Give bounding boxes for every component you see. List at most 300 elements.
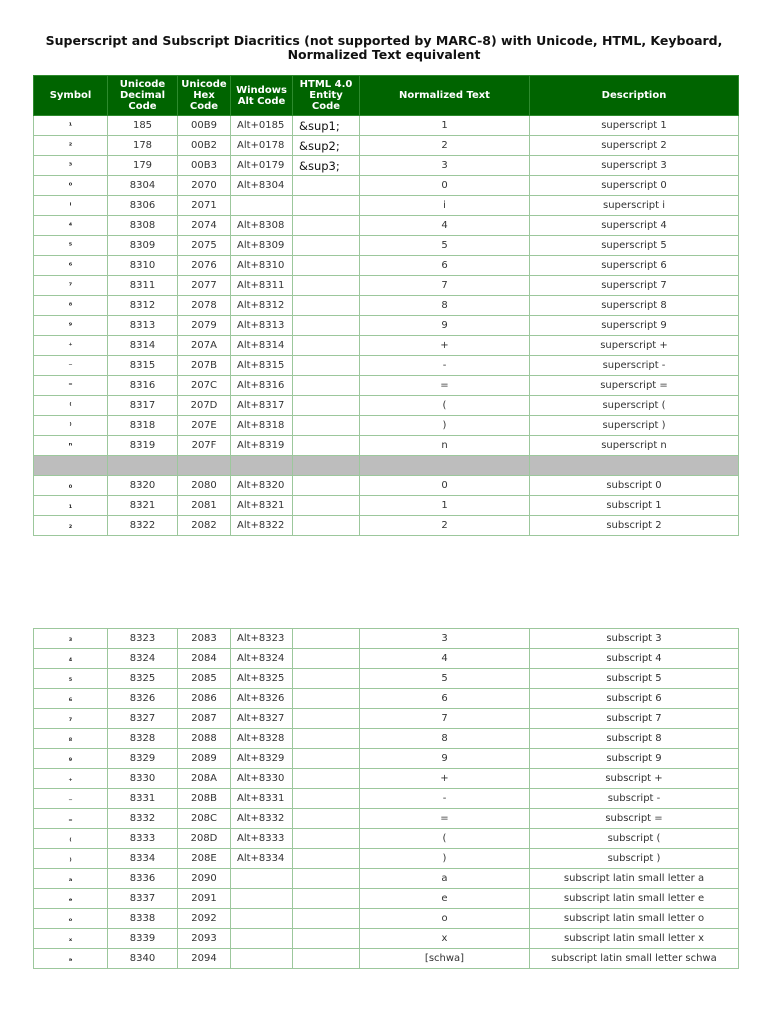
table-row bbox=[34, 416, 739, 436]
decimal-cell: 8304 bbox=[108, 176, 178, 196]
decimal-cell: 8338 bbox=[108, 909, 178, 929]
alt-code-cell: Alt+8313 bbox=[231, 316, 293, 336]
alt-code-cell: Alt+8324 bbox=[231, 649, 293, 669]
entity-cell bbox=[293, 669, 360, 689]
entity-cell bbox=[293, 709, 360, 729]
alt-code-cell: Alt+8318 bbox=[231, 416, 293, 436]
entity-cell bbox=[293, 496, 360, 516]
symbol-cell: ⁼ bbox=[34, 376, 108, 396]
normalized-cell: 5 bbox=[360, 669, 530, 689]
description-cell: superscript i bbox=[530, 196, 739, 216]
spacer-row bbox=[34, 456, 739, 476]
decimal-cell: 8311 bbox=[108, 276, 178, 296]
hex-cell: 208A bbox=[178, 769, 231, 789]
decimal-cell: 8316 bbox=[108, 376, 178, 396]
table-row bbox=[34, 116, 739, 136]
description-cell: subscript + bbox=[530, 769, 739, 789]
alt-code-cell: Alt+0178 bbox=[231, 136, 293, 156]
header-alt: Windows Alt Code bbox=[231, 76, 293, 116]
normalized-cell: 5 bbox=[360, 236, 530, 256]
description-cell: subscript latin small letter o bbox=[530, 909, 739, 929]
entity-cell bbox=[293, 216, 360, 236]
decimal-cell: 8313 bbox=[108, 316, 178, 336]
table-row bbox=[34, 809, 739, 829]
symbol-cell: ₀ bbox=[34, 476, 108, 496]
unicode-table-bottom bbox=[33, 628, 739, 969]
normalized-cell: 0 bbox=[360, 476, 530, 496]
decimal-cell: 8340 bbox=[108, 949, 178, 969]
entity-cell bbox=[293, 336, 360, 356]
decimal-cell: 8337 bbox=[108, 889, 178, 909]
symbol-cell: ³ bbox=[34, 156, 108, 176]
decimal-cell: 8315 bbox=[108, 356, 178, 376]
decimal-cell: 8308 bbox=[108, 216, 178, 236]
hex-cell: 2071 bbox=[178, 196, 231, 216]
alt-code-cell: Alt+8319 bbox=[231, 436, 293, 456]
description-cell: superscript ( bbox=[530, 396, 739, 416]
entity-cell bbox=[293, 236, 360, 256]
description-cell: superscript 1 bbox=[530, 116, 739, 136]
entity-cell bbox=[293, 769, 360, 789]
alt-code-cell: Alt+8329 bbox=[231, 749, 293, 769]
alt-code-cell: Alt+0179 bbox=[231, 156, 293, 176]
symbol-cell: ₎ bbox=[34, 849, 108, 869]
alt-code-cell: Alt+8321 bbox=[231, 496, 293, 516]
decimal-cell: 8324 bbox=[108, 649, 178, 669]
entity-cell bbox=[293, 196, 360, 216]
hex-cell: 2089 bbox=[178, 749, 231, 769]
normalized-cell: 2 bbox=[360, 516, 530, 536]
description-cell: subscript latin small letter e bbox=[530, 889, 739, 909]
description-cell: superscript + bbox=[530, 336, 739, 356]
hex-cell: 00B3 bbox=[178, 156, 231, 176]
hex-cell: 208B bbox=[178, 789, 231, 809]
table-row bbox=[34, 729, 739, 749]
decimal-cell: 8319 bbox=[108, 436, 178, 456]
normalized-cell: 9 bbox=[360, 316, 530, 336]
symbol-cell: ¹ bbox=[34, 116, 108, 136]
table-row bbox=[34, 196, 739, 216]
hex-cell: 00B2 bbox=[178, 136, 231, 156]
hex-cell: 2079 bbox=[178, 316, 231, 336]
entity-cell bbox=[293, 949, 360, 969]
table-row bbox=[34, 869, 739, 889]
normalized-cell: 7 bbox=[360, 276, 530, 296]
normalized-cell: 1 bbox=[360, 116, 530, 136]
alt-code-cell: Alt+8316 bbox=[231, 376, 293, 396]
normalized-cell: 7 bbox=[360, 709, 530, 729]
alt-code-cell bbox=[231, 196, 293, 216]
hex-cell: 2084 bbox=[178, 649, 231, 669]
normalized-cell: o bbox=[360, 909, 530, 929]
normalized-cell: ) bbox=[360, 416, 530, 436]
alt-code-cell: Alt+8310 bbox=[231, 256, 293, 276]
table-row bbox=[34, 889, 739, 909]
unicode-table-top bbox=[33, 75, 739, 536]
decimal-cell: 8323 bbox=[108, 629, 178, 649]
spacer-cell bbox=[293, 456, 360, 476]
symbol-cell: ₆ bbox=[34, 689, 108, 709]
decimal-cell: 8330 bbox=[108, 769, 178, 789]
symbol-cell: ⁸ bbox=[34, 296, 108, 316]
decimal-cell: 185 bbox=[108, 116, 178, 136]
entity-cell bbox=[293, 256, 360, 276]
description-cell: subscript 4 bbox=[530, 649, 739, 669]
symbol-cell: ₌ bbox=[34, 809, 108, 829]
hex-cell: 2075 bbox=[178, 236, 231, 256]
description-cell: subscript 0 bbox=[530, 476, 739, 496]
entity-cell bbox=[293, 749, 360, 769]
alt-code-cell bbox=[231, 889, 293, 909]
description-cell: subscript 1 bbox=[530, 496, 739, 516]
symbol-cell: ⁵ bbox=[34, 236, 108, 256]
table-row bbox=[34, 336, 739, 356]
symbol-cell: ⁴ bbox=[34, 216, 108, 236]
table-row bbox=[34, 356, 739, 376]
entity-cell bbox=[293, 276, 360, 296]
hex-cell: 2094 bbox=[178, 949, 231, 969]
alt-code-cell bbox=[231, 949, 293, 969]
symbol-cell: ₋ bbox=[34, 789, 108, 809]
hex-cell: 207B bbox=[178, 356, 231, 376]
table-row bbox=[34, 496, 739, 516]
symbol-cell: ⁷ bbox=[34, 276, 108, 296]
decimal-cell: 178 bbox=[108, 136, 178, 156]
alt-code-cell: Alt+8330 bbox=[231, 769, 293, 789]
entity-cell bbox=[293, 176, 360, 196]
description-cell: subscript 3 bbox=[530, 629, 739, 649]
hex-cell: 2070 bbox=[178, 176, 231, 196]
decimal-cell: 8320 bbox=[108, 476, 178, 496]
entity-cell bbox=[293, 649, 360, 669]
table-row bbox=[34, 136, 739, 156]
alt-code-cell: Alt+8304 bbox=[231, 176, 293, 196]
decimal-cell: 8334 bbox=[108, 849, 178, 869]
hex-cell: 2074 bbox=[178, 216, 231, 236]
symbol-cell: ₃ bbox=[34, 629, 108, 649]
entity-cell bbox=[293, 909, 360, 929]
alt-code-cell: Alt+8311 bbox=[231, 276, 293, 296]
alt-code-cell: Alt+8325 bbox=[231, 669, 293, 689]
table-row bbox=[34, 669, 739, 689]
decimal-cell: 8331 bbox=[108, 789, 178, 809]
spacer-cell bbox=[178, 456, 231, 476]
page-title: Superscript and Subscript Diacritics (not supported by MARC-8) with Unicode, HTML, Keyboard, Normalized Text equivalent bbox=[45, 33, 723, 62]
alt-code-cell: Alt+8322 bbox=[231, 516, 293, 536]
decimal-cell: 8333 bbox=[108, 829, 178, 849]
decimal-cell: 8322 bbox=[108, 516, 178, 536]
description-cell: subscript 8 bbox=[530, 729, 739, 749]
description-cell: superscript 7 bbox=[530, 276, 739, 296]
description-cell: subscript = bbox=[530, 809, 739, 829]
description-cell: superscript - bbox=[530, 356, 739, 376]
entity-cell: &sup3; bbox=[293, 156, 360, 176]
symbol-cell: ⁻ bbox=[34, 356, 108, 376]
symbol-cell: ₈ bbox=[34, 729, 108, 749]
table-row bbox=[34, 316, 739, 336]
normalized-cell: 1 bbox=[360, 496, 530, 516]
spacer-cell bbox=[108, 456, 178, 476]
entity-cell bbox=[293, 789, 360, 809]
decimal-cell: 8336 bbox=[108, 869, 178, 889]
alt-code-cell: Alt+8326 bbox=[231, 689, 293, 709]
symbol-cell: ₁ bbox=[34, 496, 108, 516]
hex-cell: 2093 bbox=[178, 929, 231, 949]
description-cell: subscript latin small letter a bbox=[530, 869, 739, 889]
table-row bbox=[34, 156, 739, 176]
header-description: Description bbox=[530, 76, 739, 116]
description-cell: subscript latin small letter schwa bbox=[530, 949, 739, 969]
normalized-cell: - bbox=[360, 356, 530, 376]
hex-cell: 2077 bbox=[178, 276, 231, 296]
spacer-cell bbox=[530, 456, 739, 476]
symbol-cell: ² bbox=[34, 136, 108, 156]
hex-cell: 2083 bbox=[178, 629, 231, 649]
description-cell: subscript - bbox=[530, 789, 739, 809]
symbol-cell: ⁶ bbox=[34, 256, 108, 276]
normalized-cell: 4 bbox=[360, 216, 530, 236]
table-row bbox=[34, 849, 739, 869]
symbol-cell: ⁱ bbox=[34, 196, 108, 216]
alt-code-cell: Alt+8332 bbox=[231, 809, 293, 829]
decimal-cell: 8306 bbox=[108, 196, 178, 216]
normalized-cell: 9 bbox=[360, 749, 530, 769]
entity-cell bbox=[293, 929, 360, 949]
hex-cell: 207A bbox=[178, 336, 231, 356]
symbol-cell: ⁹ bbox=[34, 316, 108, 336]
symbol-cell: ₉ bbox=[34, 749, 108, 769]
alt-code-cell: Alt+8309 bbox=[231, 236, 293, 256]
description-cell: superscript 4 bbox=[530, 216, 739, 236]
decimal-cell: 8317 bbox=[108, 396, 178, 416]
symbol-cell: ⁰ bbox=[34, 176, 108, 196]
hex-cell: 208C bbox=[178, 809, 231, 829]
hex-cell: 207F bbox=[178, 436, 231, 456]
normalized-cell: [schwa] bbox=[360, 949, 530, 969]
decimal-cell: 8329 bbox=[108, 749, 178, 769]
entity-cell bbox=[293, 829, 360, 849]
description-cell: superscript 9 bbox=[530, 316, 739, 336]
symbol-cell: ₅ bbox=[34, 669, 108, 689]
entity-cell bbox=[293, 416, 360, 436]
table-row bbox=[34, 296, 739, 316]
table-row bbox=[34, 689, 739, 709]
entity-cell bbox=[293, 629, 360, 649]
hex-cell: 207C bbox=[178, 376, 231, 396]
decimal-cell: 8321 bbox=[108, 496, 178, 516]
normalized-cell: 3 bbox=[360, 156, 530, 176]
normalized-cell: e bbox=[360, 889, 530, 909]
hex-cell: 207D bbox=[178, 396, 231, 416]
symbol-cell: ₊ bbox=[34, 769, 108, 789]
hex-cell: 2078 bbox=[178, 296, 231, 316]
entity-cell bbox=[293, 689, 360, 709]
decimal-cell: 8310 bbox=[108, 256, 178, 276]
entity-cell bbox=[293, 316, 360, 336]
decimal-cell: 8332 bbox=[108, 809, 178, 829]
normalized-cell: - bbox=[360, 789, 530, 809]
alt-code-cell: Alt+0185 bbox=[231, 116, 293, 136]
alt-code-cell bbox=[231, 929, 293, 949]
decimal-cell: 8318 bbox=[108, 416, 178, 436]
description-cell: superscript 6 bbox=[530, 256, 739, 276]
description-cell: superscript 0 bbox=[530, 176, 739, 196]
decimal-cell: 8339 bbox=[108, 929, 178, 949]
symbol-cell: ₐ bbox=[34, 869, 108, 889]
description-cell: superscript 8 bbox=[530, 296, 739, 316]
table-row bbox=[34, 276, 739, 296]
description-cell: superscript ) bbox=[530, 416, 739, 436]
symbol-cell: ₂ bbox=[34, 516, 108, 536]
alt-code-cell: Alt+8317 bbox=[231, 396, 293, 416]
table-row bbox=[34, 749, 739, 769]
normalized-cell: + bbox=[360, 769, 530, 789]
table-row bbox=[34, 929, 739, 949]
table-row bbox=[34, 216, 739, 236]
normalized-cell: 0 bbox=[360, 176, 530, 196]
alt-code-cell bbox=[231, 869, 293, 889]
normalized-cell: 4 bbox=[360, 649, 530, 669]
table-row bbox=[34, 236, 739, 256]
entity-cell: &sup1; bbox=[293, 116, 360, 136]
entity-cell bbox=[293, 869, 360, 889]
header-symbol: Symbol bbox=[34, 76, 108, 116]
hex-cell: 2082 bbox=[178, 516, 231, 536]
symbol-cell: ₔ bbox=[34, 949, 108, 969]
header-hex: Unicode Hex Code bbox=[178, 76, 231, 116]
entity-cell bbox=[293, 516, 360, 536]
normalized-cell: + bbox=[360, 336, 530, 356]
description-cell: superscript = bbox=[530, 376, 739, 396]
alt-code-cell: Alt+8312 bbox=[231, 296, 293, 316]
normalized-cell: = bbox=[360, 809, 530, 829]
alt-code-cell: Alt+8333 bbox=[231, 829, 293, 849]
spacer-cell bbox=[34, 456, 108, 476]
normalized-cell: 8 bbox=[360, 296, 530, 316]
table-row bbox=[34, 256, 739, 276]
hex-cell: 2091 bbox=[178, 889, 231, 909]
decimal-cell: 8312 bbox=[108, 296, 178, 316]
alt-code-cell: Alt+8308 bbox=[231, 216, 293, 236]
entity-cell bbox=[293, 376, 360, 396]
decimal-cell: 8326 bbox=[108, 689, 178, 709]
hex-cell: 2087 bbox=[178, 709, 231, 729]
entity-cell bbox=[293, 296, 360, 316]
table-row bbox=[34, 476, 739, 496]
table-row bbox=[34, 629, 739, 649]
decimal-cell: 8309 bbox=[108, 236, 178, 256]
normalized-cell: ) bbox=[360, 849, 530, 869]
normalized-cell: 6 bbox=[360, 256, 530, 276]
alt-code-cell: Alt+8327 bbox=[231, 709, 293, 729]
description-cell: subscript 2 bbox=[530, 516, 739, 536]
normalized-cell: 8 bbox=[360, 729, 530, 749]
symbol-cell: ₍ bbox=[34, 829, 108, 849]
entity-cell bbox=[293, 849, 360, 869]
normalized-cell: i bbox=[360, 196, 530, 216]
alt-code-cell: Alt+8331 bbox=[231, 789, 293, 809]
description-cell: subscript ( bbox=[530, 829, 739, 849]
symbol-cell: ⁿ bbox=[34, 436, 108, 456]
entity-cell bbox=[293, 356, 360, 376]
hex-cell: 2086 bbox=[178, 689, 231, 709]
symbol-cell: ⁾ bbox=[34, 416, 108, 436]
entity-cell: &sup2; bbox=[293, 136, 360, 156]
hex-cell: 208D bbox=[178, 829, 231, 849]
hex-cell: 2090 bbox=[178, 869, 231, 889]
hex-cell: 2088 bbox=[178, 729, 231, 749]
table-row bbox=[34, 909, 739, 929]
hex-cell: 2080 bbox=[178, 476, 231, 496]
description-cell: subscript 6 bbox=[530, 689, 739, 709]
alt-code-cell bbox=[231, 909, 293, 929]
normalized-cell: 2 bbox=[360, 136, 530, 156]
decimal-cell: 8328 bbox=[108, 729, 178, 749]
decimal-cell: 8314 bbox=[108, 336, 178, 356]
spacer-cell bbox=[231, 456, 293, 476]
description-cell: superscript 2 bbox=[530, 136, 739, 156]
table-row bbox=[34, 949, 739, 969]
normalized-cell: a bbox=[360, 869, 530, 889]
description-cell: superscript n bbox=[530, 436, 739, 456]
normalized-cell: ( bbox=[360, 396, 530, 416]
normalized-cell: ( bbox=[360, 829, 530, 849]
header-entity: HTML 4.0 Entity Code bbox=[293, 76, 360, 116]
symbol-cell: ⁽ bbox=[34, 396, 108, 416]
normalized-cell: n bbox=[360, 436, 530, 456]
header-row bbox=[34, 76, 739, 116]
hex-cell: 2085 bbox=[178, 669, 231, 689]
alt-code-cell: Alt+8314 bbox=[231, 336, 293, 356]
table-row bbox=[34, 769, 739, 789]
hex-cell: 208E bbox=[178, 849, 231, 869]
symbol-cell: ⁺ bbox=[34, 336, 108, 356]
description-cell: subscript latin small letter x bbox=[530, 929, 739, 949]
decimal-cell: 8325 bbox=[108, 669, 178, 689]
alt-code-cell: Alt+8315 bbox=[231, 356, 293, 376]
decimal-cell: 179 bbox=[108, 156, 178, 176]
entity-cell bbox=[293, 729, 360, 749]
symbol-cell: ₓ bbox=[34, 929, 108, 949]
hex-cell: 2076 bbox=[178, 256, 231, 276]
table-row bbox=[34, 829, 739, 849]
alt-code-cell: Alt+8320 bbox=[231, 476, 293, 496]
header-normalized: Normalized Text bbox=[360, 76, 530, 116]
hex-cell: 207E bbox=[178, 416, 231, 436]
alt-code-cell: Alt+8323 bbox=[231, 629, 293, 649]
entity-cell bbox=[293, 436, 360, 456]
table-row bbox=[34, 649, 739, 669]
description-cell: superscript 3 bbox=[530, 156, 739, 176]
table-row bbox=[34, 396, 739, 416]
table-row bbox=[34, 789, 739, 809]
symbol-cell: ₑ bbox=[34, 889, 108, 909]
description-cell: superscript 5 bbox=[530, 236, 739, 256]
description-cell: subscript 9 bbox=[530, 749, 739, 769]
table-row bbox=[34, 376, 739, 396]
table-row bbox=[34, 516, 739, 536]
symbol-cell: ₄ bbox=[34, 649, 108, 669]
table-row bbox=[34, 176, 739, 196]
symbol-cell: ₒ bbox=[34, 909, 108, 929]
alt-code-cell: Alt+8334 bbox=[231, 849, 293, 869]
normalized-cell: x bbox=[360, 929, 530, 949]
entity-cell bbox=[293, 396, 360, 416]
entity-cell bbox=[293, 809, 360, 829]
decimal-cell: 8327 bbox=[108, 709, 178, 729]
description-cell: subscript 7 bbox=[530, 709, 739, 729]
entity-cell bbox=[293, 889, 360, 909]
